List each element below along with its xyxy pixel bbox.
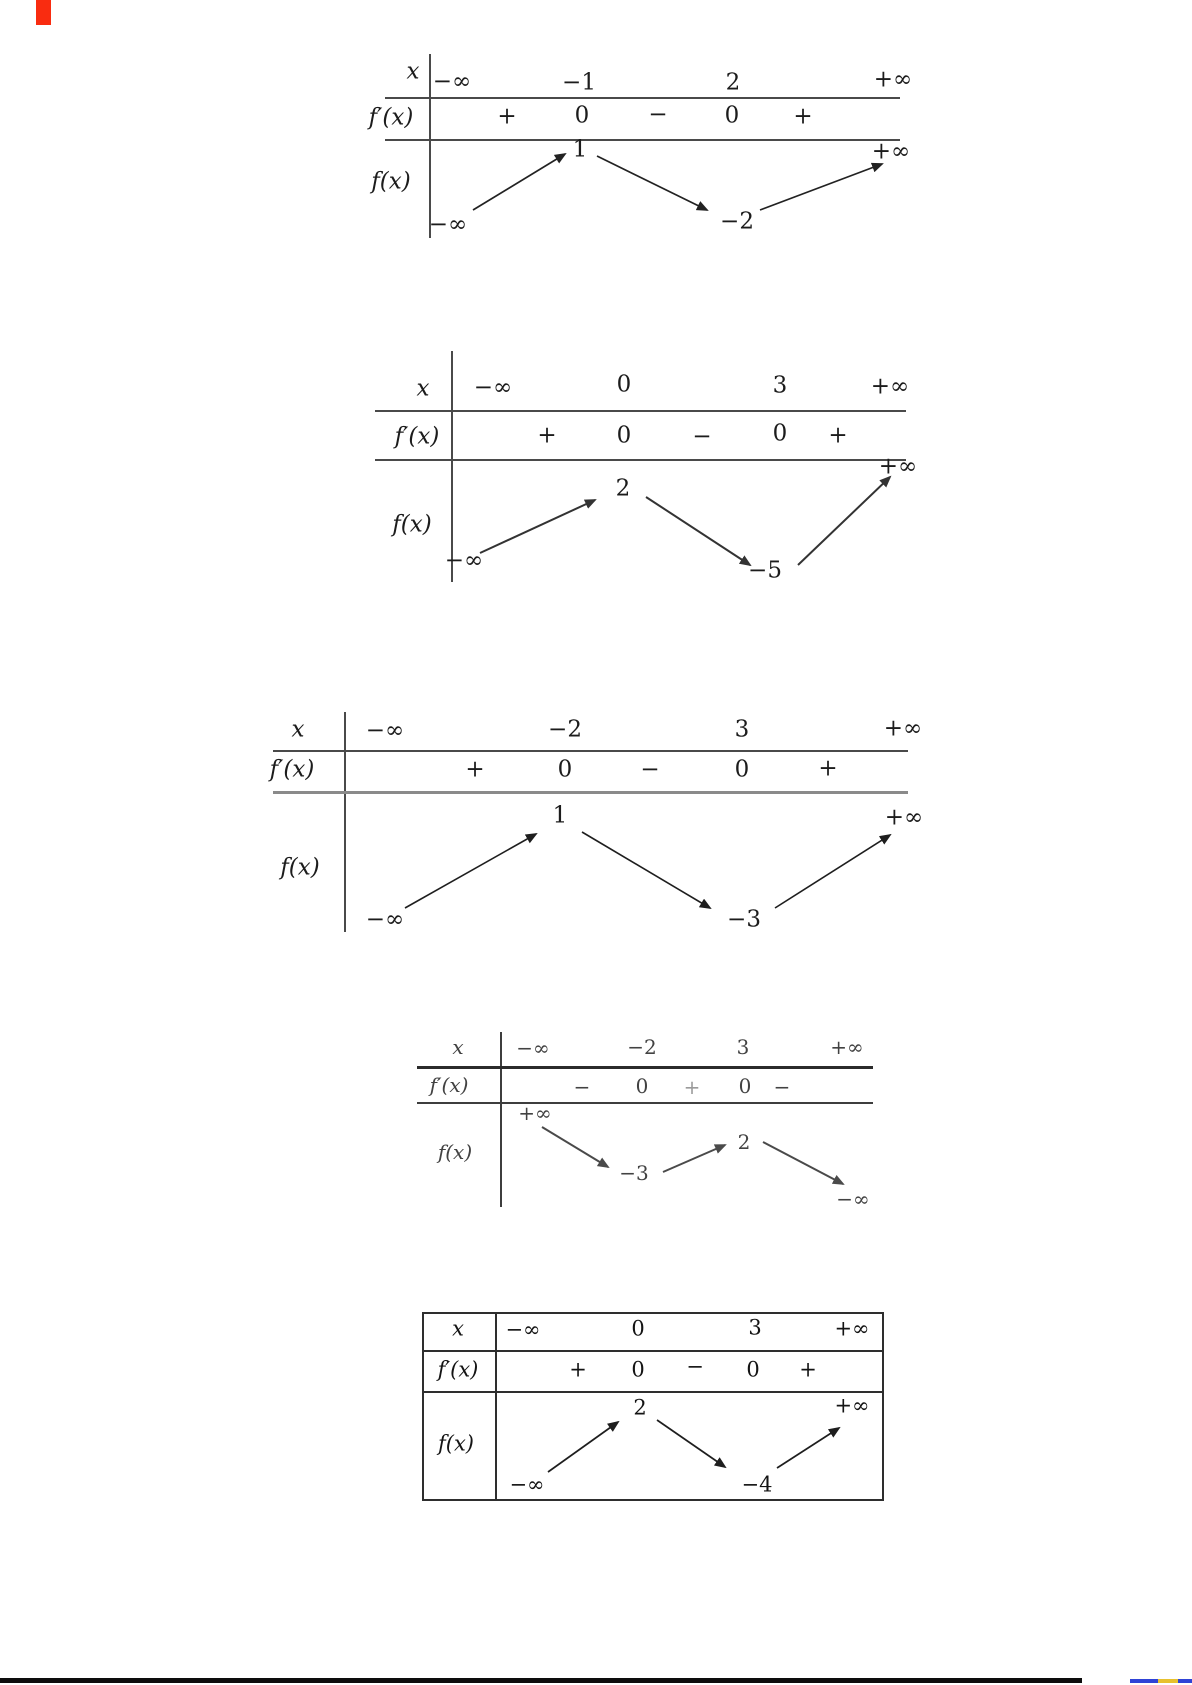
f-limit: −∞ xyxy=(444,547,484,574)
x-value: −1 xyxy=(562,69,596,96)
x-value: 3 xyxy=(736,1035,750,1059)
x-value: −∞ xyxy=(516,1036,550,1060)
f-local-min: −2 xyxy=(720,208,754,235)
fprime-sign: − xyxy=(692,423,712,450)
row-label-fprime: f′(x) xyxy=(394,423,440,450)
x-value: +∞ xyxy=(873,66,913,93)
f-limit: +∞ xyxy=(878,453,918,480)
f-limit: −∞ xyxy=(428,211,468,238)
row-label-f: f(x) xyxy=(371,168,411,195)
fprime-sign: + xyxy=(537,422,557,449)
arrow-increasing xyxy=(663,1145,725,1172)
fprime-sign: + xyxy=(799,1357,817,1382)
arrow-decreasing xyxy=(763,1142,843,1184)
f-limit: −∞ xyxy=(365,906,405,933)
row-label-fprime: f′(x) xyxy=(269,756,315,783)
x-value: 0 xyxy=(631,1316,645,1341)
fprime-sign: + xyxy=(818,755,838,782)
row-label-f: f(x) xyxy=(437,1431,475,1456)
arrow-increasing xyxy=(548,1422,618,1472)
fprime-sign: 0 xyxy=(631,1357,645,1382)
x-value: −∞ xyxy=(365,717,405,744)
row-label-x: x xyxy=(452,1035,464,1059)
row-label-fprime: f′(x) xyxy=(368,104,414,131)
fprime-sign: + xyxy=(465,756,485,783)
row-label-x: x xyxy=(452,1316,464,1341)
arrow-decreasing xyxy=(657,1420,725,1467)
arrow-increasing xyxy=(473,154,565,210)
row-label-f: f(x) xyxy=(280,854,320,881)
bottom-right-blue-fragment xyxy=(1130,1679,1158,1683)
bottom-right-blue-fragment xyxy=(1178,1679,1192,1683)
x-value: +∞ xyxy=(830,1035,864,1059)
f-local-max: 1 xyxy=(552,802,568,829)
arrow-decreasing xyxy=(582,832,710,908)
fprime-sign: − xyxy=(648,101,668,128)
arrow-decreasing xyxy=(597,156,707,210)
f-limit: −∞ xyxy=(836,1187,870,1211)
variation-table-3 xyxy=(248,712,924,933)
x-value: −∞ xyxy=(505,1317,541,1342)
arrow-increasing xyxy=(760,164,882,210)
x-value: 3 xyxy=(772,372,788,399)
variation-table-5 xyxy=(422,1312,884,1501)
row-label-x: x xyxy=(416,375,430,402)
fprime-sign: + xyxy=(569,1357,587,1382)
fprime-sign: 0 xyxy=(772,420,788,447)
arrow-increasing xyxy=(775,835,890,908)
f-local-min: −5 xyxy=(748,557,782,584)
variation-table-2 xyxy=(350,345,918,584)
fprime-sign: − xyxy=(640,756,660,783)
f-local-max: 1 xyxy=(572,136,588,163)
fprime-sign: 0 xyxy=(724,102,740,129)
x-value: +∞ xyxy=(834,1316,870,1341)
fprime-sign: − xyxy=(686,1354,704,1379)
red-scan-mark xyxy=(36,0,51,25)
f-limit: +∞ xyxy=(871,138,911,165)
variation-table-4 xyxy=(405,1032,873,1211)
f-local-min: −4 xyxy=(741,1472,773,1497)
x-value: −2 xyxy=(548,716,582,743)
x-value: +∞ xyxy=(883,715,923,742)
variation-arrows xyxy=(350,345,906,582)
arrow-decreasing xyxy=(646,497,750,565)
x-value: 3 xyxy=(734,716,750,743)
bottom-rule xyxy=(0,1678,1082,1683)
fprime-sign: 0 xyxy=(738,1074,752,1098)
row-label-fprime: f′(x) xyxy=(429,1073,469,1097)
f-local-max: 2 xyxy=(615,475,631,502)
f-limit: +∞ xyxy=(834,1393,870,1418)
row-label-f: f(x) xyxy=(392,511,432,538)
row-label-fprime: f′(x) xyxy=(437,1357,479,1382)
variation-arrows xyxy=(355,52,900,238)
bottom-right-yellow-fragment xyxy=(1158,1679,1178,1683)
x-value: 0 xyxy=(616,371,632,398)
fprime-sign: − xyxy=(773,1075,791,1099)
fprime-sign: − xyxy=(573,1075,591,1099)
f-local-min: −3 xyxy=(619,1161,649,1185)
x-value: −2 xyxy=(627,1035,657,1059)
f-local-max: 2 xyxy=(633,1395,647,1420)
fprime-sign: + xyxy=(793,103,813,130)
arrow-increasing xyxy=(798,477,890,565)
x-value: 2 xyxy=(725,69,741,96)
x-value: −∞ xyxy=(432,68,472,95)
fprime-sign: 0 xyxy=(557,756,573,783)
variation-arrows xyxy=(405,1032,873,1211)
fprime-sign: + xyxy=(497,103,517,130)
variation-arrows xyxy=(248,712,908,932)
fprime-sign: + xyxy=(828,422,848,449)
fprime-sign: 0 xyxy=(734,756,750,783)
fprime-sign: 0 xyxy=(574,102,590,129)
variation-table-1 xyxy=(355,52,913,238)
fprime-sign: 0 xyxy=(746,1357,760,1382)
row-label-f: f(x) xyxy=(437,1140,473,1164)
f-local-min: −3 xyxy=(727,906,761,933)
arrow-increasing xyxy=(405,834,536,908)
f-limit: −∞ xyxy=(509,1472,545,1497)
arrow-decreasing xyxy=(542,1127,608,1167)
x-value: −∞ xyxy=(473,374,513,401)
x-value: 3 xyxy=(748,1315,762,1340)
row-label-x: x xyxy=(406,58,420,85)
f-limit: +∞ xyxy=(518,1101,552,1125)
f-local-max: 2 xyxy=(737,1130,751,1154)
arrow-increasing xyxy=(777,1428,839,1468)
fprime-sign: 0 xyxy=(635,1074,649,1098)
fprime-sign: + xyxy=(683,1075,701,1099)
variation-arrows xyxy=(422,1312,884,1501)
f-limit: +∞ xyxy=(884,804,924,831)
fprime-sign: 0 xyxy=(616,422,632,449)
row-label-x: x xyxy=(291,716,305,743)
x-value: +∞ xyxy=(870,373,910,400)
arrow-increasing xyxy=(480,500,595,553)
